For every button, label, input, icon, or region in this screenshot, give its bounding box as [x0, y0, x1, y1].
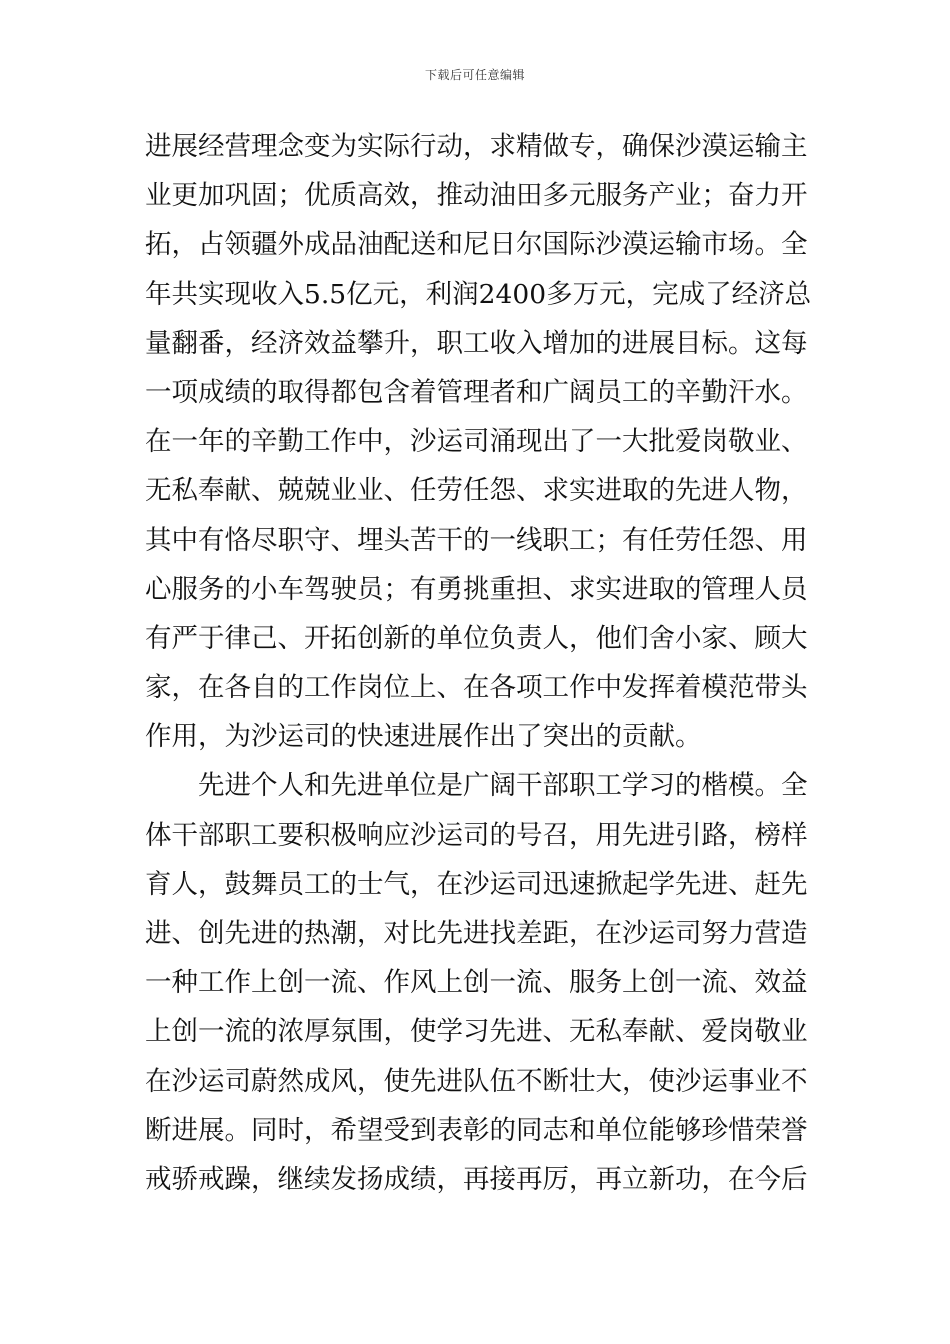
header-note: 下载后可任意编辑: [424, 68, 525, 82]
text-line: 家，在各自的工作岗位上、在各项工作中发挥着模范带头: [145, 672, 808, 704]
text-line: 进展经营理念变为实际行动，求精做专，确保沙漠运输主: [145, 131, 808, 162]
text-line: 一种工作上创一流、作风上创一流、服务上创一流、效益: [145, 967, 808, 999]
text-line: 进、创先进的热潮，对比先进找差距，在沙运司努力营造: [145, 918, 808, 949]
text-line: 在一年的辛勤工作中，沙运司涌现出了一大批爱岗敬业、: [145, 426, 808, 458]
text-line: 心服务的小车驾驶员；有勇挑重担、求实进取的管理人员: [145, 573, 808, 605]
text-line: 拓，占领疆外成品油配送和尼日尔国际沙漠运输市场。全: [145, 229, 808, 261]
document-body: [145, 122, 812, 1204]
text-line: 有严于律己、开拓创新的单位负责人，他们舍小家、顾大: [145, 622, 808, 654]
text-line: 戒骄戒躁，继续发扬成绩，再接再厉，再立新功，在今后: [145, 1163, 808, 1195]
text-line: 在沙运司蔚然成风，使先进队伍不断壮大，使沙运事业不: [145, 1065, 808, 1097]
text-line: 年共实现收入5.5亿元，利润2400多万元，完成了经济总: [145, 278, 812, 310]
text-line: 量翻番，经济效益攀升，职工收入增加的进展目标。这每: [145, 327, 808, 359]
text-line: 先进个人和先进单位是广阔干部职工学习的楷模。全: [198, 770, 808, 802]
text-line: 体干部职工要积极响应沙运司的号召，用先进引路，榜样: [145, 819, 808, 851]
text-line: 无私奉献、兢兢业业、任劳任怨、求实进取的先进人物，: [145, 475, 808, 507]
text-line: 一项成绩的取得都包含着管理者和广阔员工的辛勤汗水。: [145, 376, 808, 408]
text-line: 育人，鼓舞员工的士气，在沙运司迅速掀起学先进、赶先: [145, 868, 808, 900]
text-line: 断进展。同时，希望受到表彰的同志和单位能够珍惜荣誉: [145, 1114, 808, 1146]
text-line: 业更加巩固；优质高效，推动油田多元服务产业；奋力开: [145, 180, 808, 212]
text-line: 其中有恪尽职守、埋头苦干的一线职工；有任劳任怨、用: [145, 524, 808, 556]
paragraph-1: [145, 122, 812, 761]
text-line: 上创一流的浓厚氛围，使学习先进、无私奉献、爱岗敬业: [145, 1016, 808, 1048]
text-line: 作用，为沙运司的快速进展作出了突出的贡献。: [145, 721, 702, 753]
paragraph-2: [145, 761, 808, 1204]
